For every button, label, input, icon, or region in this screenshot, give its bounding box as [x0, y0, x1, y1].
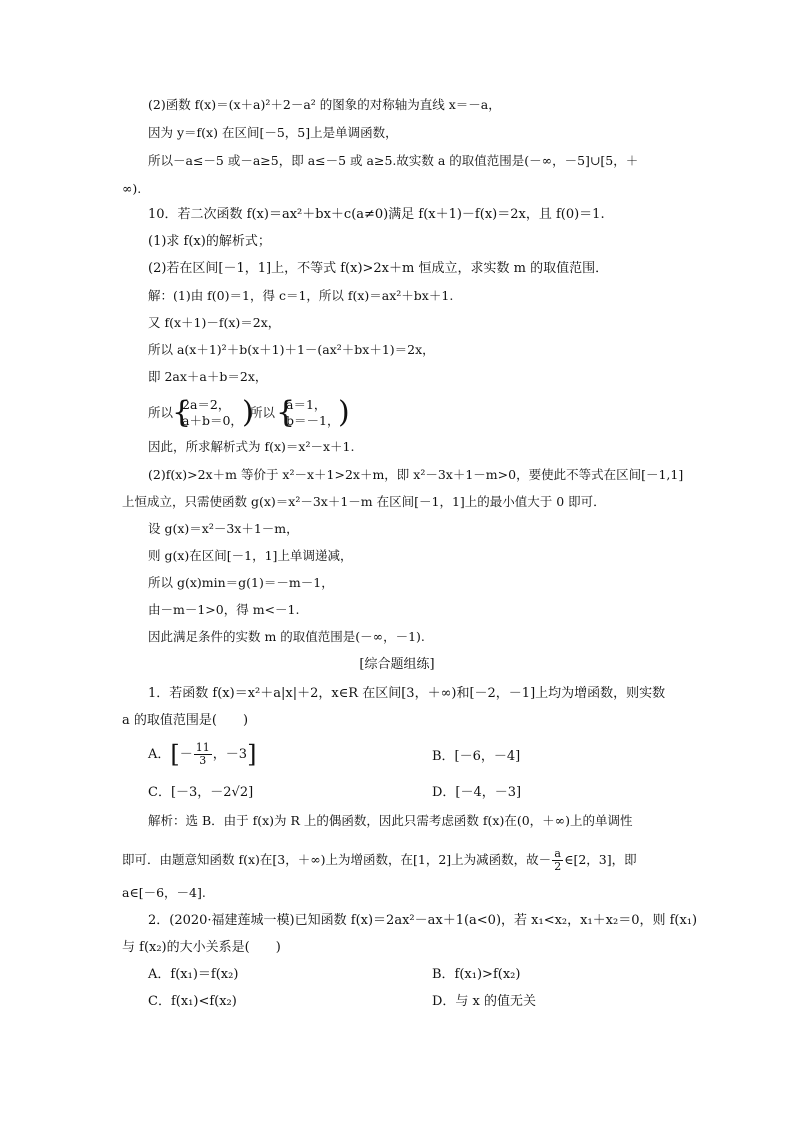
explanation-line-1: 解析：选 B．由于 f(x)为 R 上的偶函数，因此只需考虑函数 f(x)在(0，＋∞)上的单调性: [148, 813, 633, 828]
system-label-2: 所以: [250, 405, 276, 420]
solution-line-4: 即 2ax＋a＋b＝2x，: [148, 369, 268, 384]
q1-option-a: A．[－ $\frac{11}{3}$ ，－3]: [148, 740, 257, 769]
solution-line-6: (2)f(x)>2x＋m 等价于 x²－x＋1>2x＋m，即 x²－3x＋1－m>0，要使此不等式在区间[－1,1]: [148, 467, 684, 482]
question-10-part1: (1)求 f(x)的解析式；: [148, 234, 271, 249]
system-1-row-2: a＋b＝0，: [182, 413, 243, 428]
q1-option-a-fraction: $\frac{11}{3}$: [195, 741, 210, 767]
part2-function-line: (2)函数 f(x)＝(x＋a)²＋2－a² 的图象的对称轴为直线 x＝－a，: [148, 97, 501, 112]
solution-line-12: 因此满足条件的实数 m 的取值范围是(－∞，－1).: [148, 629, 425, 644]
system-1-row-1: 2a＝2，: [182, 397, 231, 412]
right-paren-2: ): [338, 395, 350, 430]
solution-line-5: 因此，所求解析式为 f(x)＝x²－x＋1.: [148, 439, 355, 454]
explanation-line-3: a∈[－6，－4].: [122, 885, 206, 900]
comprehensive-question-2: 2．(2020·福建莲城一模)已知函数 f(x)＝2ax²－ax＋1(a<0)，若 x₁<x₂，x₁＋x₂＝0，则 f(x₁): [148, 913, 698, 928]
section-heading: [综合题组练]: [359, 657, 435, 672]
explanation-fraction: $\frac{a}{2}$: [554, 847, 562, 873]
part2-condition-end: ∞).: [122, 181, 142, 196]
right-paren-1: ): [242, 395, 254, 430]
solution-line-7: 上恒成立，只需使函数 g(x)＝x²－3x＋1－m 在区间[－1，1]上的最小值大于 0 即可．: [122, 494, 606, 509]
q1-option-d: D．[－4，－3]: [432, 785, 522, 800]
solution-line-8: 设 g(x)＝x²－3x＋1－m，: [148, 521, 299, 536]
solution-line-2: 又 f(x＋1)－f(x)＝2x，: [148, 315, 281, 330]
system-label-1: 所以: [148, 405, 174, 420]
solution-line-11: 由－m－1>0，得 m<－1.: [148, 602, 300, 617]
q1-option-c: C．[－3，－2√2]: [148, 785, 254, 800]
q1-option-b: B．[－6，－4]: [432, 749, 521, 764]
solution-line-10: 所以 g(x)min＝g(1)＝－m－1，: [148, 575, 334, 590]
solution-line-1: 解：(1)由 f(0)＝1，得 c＝1，所以 f(x)＝ax²＋bx＋1.: [148, 288, 454, 303]
system-2-row-1: a＝1，: [286, 397, 327, 412]
q2-option-b: B．f(x₁)>f(x₂): [432, 967, 521, 982]
q2-option-a: A．f(x₁)＝f(x₂): [148, 967, 239, 982]
comprehensive-question-1-cont: a 的取值范围是( ): [122, 713, 249, 728]
explanation-line-2: 即可．由题意知函数 f(x)在[3，＋∞)上为增函数，在[1，2]上为减函数，故－ $\frac{a}{2}$ ∈[2，3]，即: [122, 847, 637, 873]
part2-condition-line: 所以－a≤－5 或－a≥5，即 a≤－5 或 a≥5.故实数 a 的取值范围是(－∞，－5]∪[5，＋: [148, 153, 639, 168]
comprehensive-question-2-cont: 与 f(x₂)的大小关系是( ): [122, 940, 281, 955]
question-10-part2: (2)若在区间[－1，1]上，不等式 f(x)>2x＋m 恒成立，求实数 m 的取值范围．: [148, 261, 609, 276]
left-brace-1: {: [172, 395, 192, 430]
system-2-row-2: b＝－1，: [286, 413, 340, 428]
q2-option-d: D．与 x 的值无关: [432, 994, 537, 1009]
solution-line-3: 所以 a(x＋1)²＋b(x＋1)＋1－(ax²＋bx＋1)＝2x，: [148, 342, 435, 357]
solution-line-9: 则 g(x)在区间[－1，1]上单调递减，: [148, 548, 353, 563]
comprehensive-question-1: 1．若函数 f(x)＝x²＋a|x|＋2，x∈R 在区间[3，＋∞)和[－2，－1]上均为增函数，则实数: [148, 686, 666, 701]
question-10: 10．若二次函数 f(x)＝ax²＋bx＋c(a≠0)满足 f(x＋1)－f(x)＝2x，且 f(0)＝1.: [148, 207, 605, 222]
q2-option-c: C．f(x₁)<f(x₂): [148, 994, 237, 1009]
part2-monotonic-line: 因为 y＝f(x) 在区间[－5，5]上是单调函数，: [148, 125, 398, 140]
left-brace-2: {: [276, 395, 296, 430]
